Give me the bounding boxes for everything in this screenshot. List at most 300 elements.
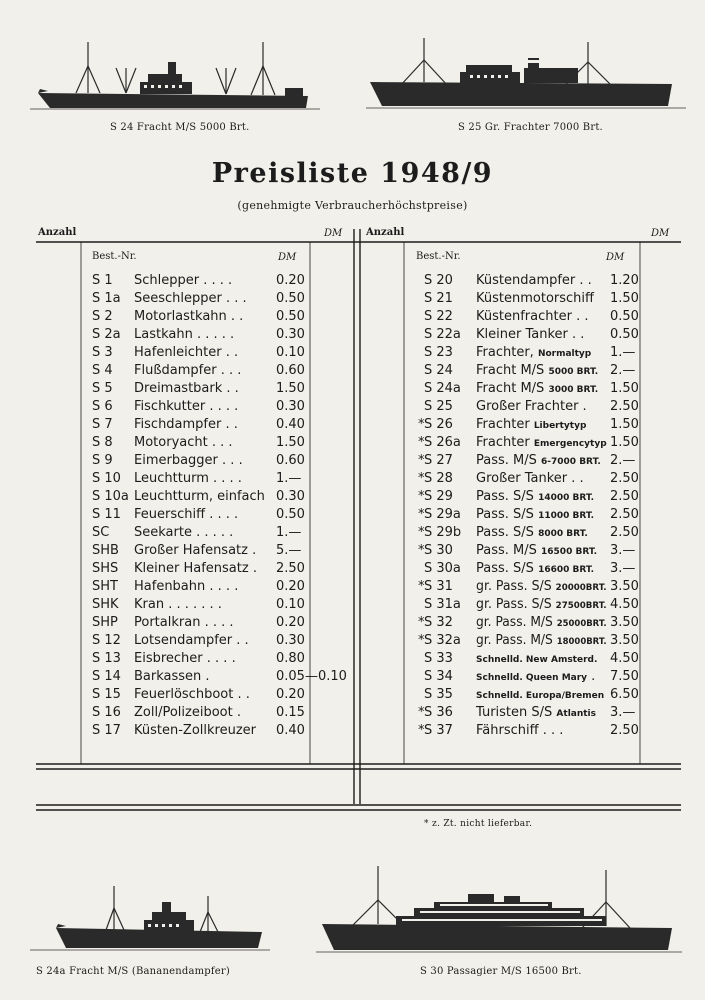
article-number: S 12	[92, 633, 121, 648]
article-name-text: Barkassen	[134, 669, 202, 684]
article-number: S 1	[92, 273, 113, 288]
article-price: 6.50	[610, 687, 639, 702]
price-row	[92, 650, 308, 668]
article-name-text: Motorlastkahn	[134, 309, 227, 324]
footnote: * z. Zt. nicht lieferbar.	[424, 819, 533, 829]
article-name-text: gr. Pass. S/S	[476, 597, 556, 612]
ship-caption-s24a: S 24a Fracht M/S (Bananendampfer)	[36, 966, 231, 977]
article-name	[134, 308, 243, 326]
price-row	[424, 326, 638, 344]
article-name-text: Feuerlöschboot	[134, 687, 234, 702]
article-name	[476, 380, 598, 399]
leader-dots: . . .	[207, 435, 233, 450]
article-name	[476, 686, 604, 705]
price-row	[92, 326, 308, 344]
article-name	[134, 632, 249, 650]
article-number: S 20	[424, 273, 453, 288]
not-available-marker: *	[418, 633, 425, 648]
price-row	[418, 542, 638, 560]
article-name-text: Fracht M/S	[476, 381, 549, 396]
article-name-text: Turisten S/S	[476, 705, 557, 720]
article-name-text: Fischkutter	[134, 399, 206, 414]
article-price: 0.80	[276, 651, 305, 666]
article-price: 1.—	[276, 471, 302, 486]
article-price: 0.15	[276, 705, 305, 720]
article-number: S 29a	[424, 507, 461, 522]
article-name-text: Leuchtturm	[134, 471, 209, 486]
price-row	[424, 596, 638, 614]
article-detail: 16500 BRT.	[541, 547, 598, 557]
article-name-text: Pass. S/S	[476, 561, 539, 576]
price-row	[92, 542, 308, 560]
article-number: S 17	[92, 723, 121, 738]
article-name-text: Großer Tanker	[476, 471, 568, 486]
article-number: SC	[92, 525, 110, 540]
article-detail: 16600 BRT.	[538, 565, 595, 575]
leader-dots: . .	[221, 345, 239, 360]
article-number: SHP	[92, 615, 118, 630]
price-row	[424, 398, 638, 416]
article-name	[476, 434, 607, 453]
article-name	[476, 668, 595, 687]
article-name	[134, 614, 234, 632]
article-name	[476, 308, 588, 327]
article-number: S 2a	[92, 327, 121, 342]
article-number: S 26	[424, 417, 453, 432]
article-number: S 14	[92, 669, 121, 684]
article-name-text: Schlepper	[134, 273, 200, 288]
not-available-marker: *	[418, 417, 425, 432]
article-number: S 2	[92, 309, 113, 324]
price-row	[92, 380, 308, 398]
article-number: S 36	[424, 705, 453, 720]
not-available-marker: *	[418, 543, 425, 558]
article-name	[134, 686, 250, 704]
article-number: S 8	[92, 435, 113, 450]
price-row	[424, 290, 638, 308]
article-name-text: Pass. M/S	[476, 453, 542, 468]
article-number: S 3	[92, 345, 113, 360]
article-name	[476, 542, 597, 561]
leader-dots: .	[578, 399, 587, 414]
article-price: 1.50	[610, 381, 639, 396]
article-name-text: Großer Frachter	[476, 399, 579, 414]
price-row	[92, 470, 308, 488]
article-price: 1.50	[276, 435, 305, 450]
article-name	[134, 704, 241, 722]
article-name-text: Pass. S/S	[476, 489, 539, 504]
article-name-text: Pass. M/S	[476, 543, 542, 558]
price-row	[424, 686, 638, 704]
article-number: S 11	[92, 507, 121, 522]
price-row	[418, 506, 639, 524]
price-row	[424, 308, 638, 326]
leader-dots: . .	[233, 687, 250, 702]
article-price: 0.20	[276, 615, 305, 630]
article-number: S 13	[92, 651, 121, 666]
article-name	[134, 272, 232, 290]
article-number: S 28	[424, 471, 453, 486]
article-name	[476, 614, 607, 633]
article-name	[134, 578, 238, 596]
article-number: S 30	[424, 543, 453, 558]
price-row	[92, 362, 308, 380]
leader-dots: . .	[575, 273, 592, 288]
article-price: 3.50	[610, 615, 639, 630]
article-number: S 16	[92, 705, 121, 720]
price-row	[92, 290, 308, 308]
article-price: 2.50	[276, 561, 305, 576]
not-available-marker: *	[418, 525, 425, 540]
article-name	[134, 380, 239, 398]
header-anzahl-right: Anzahl	[366, 227, 405, 238]
leader-dots: . .	[567, 327, 585, 342]
article-name	[476, 488, 594, 507]
article-name	[476, 704, 596, 723]
article-price: 4.50	[610, 597, 639, 612]
article-name	[476, 416, 586, 435]
article-name-text: Küstendampfer	[476, 273, 576, 288]
price-row	[418, 722, 639, 740]
not-available-marker: *	[418, 579, 425, 594]
price-row	[92, 398, 308, 416]
price-list-left	[92, 272, 347, 740]
article-number: S 15	[92, 687, 121, 702]
leader-dots: . . . .	[200, 615, 234, 630]
article-name	[476, 344, 591, 363]
article-detail: Normaltyp	[537, 349, 592, 359]
not-available-marker: *	[418, 507, 425, 522]
price-row	[92, 308, 308, 326]
article-number: S 31a	[424, 597, 461, 612]
header-anzahl-left: Anzahl	[38, 227, 77, 238]
article-price: 0.10	[276, 345, 305, 360]
not-available-marker: *	[418, 435, 425, 450]
price-row	[92, 578, 308, 596]
article-detail: 3000 BRT.	[548, 385, 599, 395]
article-price: 0.40	[276, 723, 305, 738]
leader-dots: . . . .	[202, 651, 236, 666]
article-name-text: Zoll/Polizeiboot	[134, 705, 233, 720]
page-subtitle: (genehmigte Verbraucherhöchstpreise)	[237, 199, 468, 212]
article-name	[476, 524, 588, 543]
price-row	[418, 704, 638, 722]
article-price: 2.50	[610, 525, 639, 540]
leader-dots: .	[248, 561, 257, 576]
price-row	[418, 488, 639, 506]
article-name-text: Frachter	[476, 435, 534, 450]
ship-s24a-illustration	[30, 880, 270, 956]
header-dm-col-left: DM	[278, 252, 297, 263]
leader-dots: . . . . . . .	[164, 597, 222, 612]
article-number: S 9	[92, 453, 113, 468]
article-name	[134, 434, 233, 452]
article-name-text: Fährschiff	[476, 723, 539, 738]
article-name-text: Eisbrecher	[134, 651, 203, 666]
price-row	[92, 704, 308, 722]
leader-dots: . . .	[216, 363, 242, 378]
price-row	[92, 560, 308, 578]
article-number: S 34	[424, 669, 453, 684]
article-number: SHS	[92, 561, 119, 576]
article-name	[134, 362, 241, 380]
article-price: 7.50	[610, 669, 639, 684]
article-number: S 10a	[92, 489, 129, 504]
article-name	[134, 560, 257, 578]
article-number: S 23	[424, 345, 453, 360]
article-price: 0.50	[276, 507, 305, 522]
article-price: 0.30	[276, 633, 305, 648]
not-available-marker: *	[418, 471, 425, 486]
price-row	[92, 596, 308, 614]
article-number: S 24a	[424, 381, 461, 396]
price-row	[418, 578, 639, 596]
ship-s30-illustration	[316, 862, 682, 958]
article-price: 0.30	[276, 327, 305, 342]
leader-dots: . . . . .	[192, 327, 235, 342]
not-available-marker: *	[418, 615, 425, 630]
price-row	[92, 524, 308, 542]
ship-caption-s24: S 24 Fracht M/S 5000 Brt.	[110, 122, 250, 133]
article-name	[476, 470, 584, 489]
price-row	[418, 632, 639, 650]
article-name-text: Seeschlepper	[134, 291, 222, 306]
article-number: S 29	[424, 489, 453, 504]
article-price: 0.20	[276, 579, 305, 594]
article-price: 3.—	[610, 543, 636, 558]
article-price: 2.50	[610, 489, 639, 504]
article-price: 0.50	[276, 291, 305, 306]
price-row	[92, 272, 308, 290]
article-price: 0.50	[610, 327, 639, 342]
leader-dots: . .	[567, 471, 584, 486]
article-name	[134, 452, 243, 470]
article-number: S 25	[424, 399, 453, 414]
article-detail: 11000 BRT.	[538, 511, 595, 521]
article-name-text: Dreimastbark	[134, 381, 223, 396]
article-price: 2.50	[610, 471, 639, 486]
article-number: S 31	[424, 579, 453, 594]
article-price: 1.50	[610, 435, 639, 450]
article-detail: Atlantis	[556, 709, 596, 719]
header-dm-right: DM	[651, 228, 670, 239]
article-name-text: Lotsendampfer	[134, 633, 233, 648]
price-row	[92, 722, 308, 740]
price-row	[418, 614, 639, 632]
leader-dots: .	[201, 669, 210, 684]
article-price: 3.50	[610, 633, 639, 648]
article-name-text: Seekarte	[134, 525, 192, 540]
article-price: 0.20	[276, 687, 305, 702]
article-price: 0.05—0.10	[276, 669, 347, 684]
article-price: 2.50	[610, 723, 639, 738]
article-number: S 30a	[424, 561, 461, 576]
article-name-text: Pass. S/S	[476, 525, 539, 540]
price-row	[424, 380, 638, 398]
article-number: S 32	[424, 615, 453, 630]
article-detail: Schnelld. New Amsterd.	[476, 655, 598, 665]
article-name	[134, 596, 222, 614]
article-number: S 35	[424, 687, 453, 702]
article-name	[134, 722, 256, 740]
price-row	[418, 416, 639, 434]
article-detail: Emergencytyp	[533, 439, 607, 449]
article-detail: Schnelld. Europa/Bremen	[476, 691, 605, 701]
article-price: 0.40	[276, 417, 305, 432]
leader-dots: . . . .	[208, 471, 242, 486]
article-price: 3.—	[610, 705, 636, 720]
price-row	[92, 686, 308, 704]
price-row	[424, 272, 638, 290]
article-name	[134, 398, 238, 416]
article-name	[476, 578, 607, 597]
article-name-text: Hafenbahn	[134, 579, 206, 594]
article-name-text: Frachter	[476, 417, 534, 432]
article-number: S 5	[92, 381, 113, 396]
article-name	[476, 506, 594, 525]
leader-dots: . . . .	[205, 399, 239, 414]
article-number: SHK	[92, 597, 119, 612]
page-title: Preisliste 1948/9	[211, 158, 494, 189]
article-name	[476, 596, 607, 615]
article-name	[476, 398, 587, 417]
article-name	[476, 650, 597, 669]
article-name	[476, 272, 592, 291]
article-price: 0.10	[276, 597, 305, 612]
article-name-text: Großer Hafensatz	[134, 543, 248, 558]
article-price: 1.50	[610, 291, 639, 306]
article-name-text: Flußdampfer	[134, 363, 217, 378]
article-number: S 4	[92, 363, 113, 378]
article-price: 5.—	[276, 543, 302, 558]
article-detail: 14000 BRT.	[538, 493, 595, 503]
article-name-text: Kran	[134, 597, 165, 612]
leader-dots: . . . .	[205, 507, 239, 522]
article-name	[134, 524, 233, 542]
leader-dots: . .	[571, 309, 589, 324]
article-detail: 8000 BRT.	[538, 529, 588, 539]
passenger-ship-icon	[316, 866, 682, 952]
article-name-text: Kleiner Tanker	[476, 327, 568, 342]
leader-dots: .	[232, 705, 241, 720]
price-row	[92, 614, 308, 632]
article-number: S 1a	[92, 291, 121, 306]
price-row	[92, 434, 308, 452]
article-name	[134, 506, 238, 524]
header-best-nr-right: Best.-Nr.	[416, 251, 461, 262]
article-number: S 24	[424, 363, 453, 378]
article-price: 1.50	[276, 381, 305, 396]
article-name	[134, 290, 247, 308]
leader-dots: . . .	[221, 291, 247, 306]
article-detail: 20000BRT.	[555, 583, 607, 593]
header-dm-left: DM	[324, 228, 343, 239]
leader-dots: .	[587, 669, 596, 684]
article-name-text: Pass. S/S	[476, 507, 539, 522]
leader-dots: . . . .	[199, 273, 233, 288]
article-price: 0.60	[276, 453, 305, 468]
article-number: S 22a	[424, 327, 461, 342]
price-row	[92, 632, 308, 650]
article-number: S 10	[92, 471, 121, 486]
article-name-text: gr. Pass. M/S	[476, 615, 557, 630]
article-detail: 27500BRT.	[555, 601, 607, 611]
article-number: S 26a	[424, 435, 461, 450]
article-number: S 37	[424, 723, 453, 738]
ship-caption-s30: S 30 Passagier M/S 16500 Brt.	[420, 966, 582, 977]
article-number: S 7	[92, 417, 113, 432]
article-name-text: Fracht M/S	[476, 363, 549, 378]
price-row	[92, 452, 308, 470]
article-price: 1.—	[276, 525, 302, 540]
banana-freighter-icon	[30, 886, 270, 950]
leader-dots: . . . .	[205, 579, 239, 594]
article-detail: 5000 BRT.	[548, 367, 599, 377]
article-detail: Libertytyp	[533, 421, 587, 431]
price-row	[424, 668, 638, 686]
article-number: S 29b	[424, 525, 462, 540]
article-name	[476, 362, 598, 381]
article-name-text: Frachter,	[476, 345, 538, 360]
article-name	[134, 326, 234, 344]
article-name-text: Lastkahn	[134, 327, 193, 342]
price-row	[92, 416, 308, 434]
leader-dots: . . .	[217, 453, 243, 468]
price-row	[92, 506, 308, 524]
article-detail: 25000BRT.	[556, 619, 607, 629]
article-name	[134, 416, 238, 434]
header-best-nr-left: Best.-Nr.	[92, 251, 137, 262]
leader-dots: . .	[222, 381, 239, 396]
article-name-text: Feuerschiff	[134, 507, 206, 522]
ship-caption-s25: S 25 Gr. Frachter 7000 Brt.	[458, 122, 603, 133]
article-number: SHB	[92, 543, 119, 558]
article-detail: Schnelld. Queen Mary	[476, 673, 588, 683]
article-name-text: Eimerbagger	[134, 453, 218, 468]
article-price: 0.30	[276, 399, 305, 414]
article-name	[134, 344, 238, 362]
article-number: S 27	[424, 453, 453, 468]
article-name	[476, 632, 607, 651]
article-name	[134, 668, 210, 686]
price-row	[424, 650, 638, 668]
price-row	[92, 344, 308, 362]
article-name-text: Leuchtturm, einfach	[134, 489, 265, 504]
article-number: S 21	[424, 291, 453, 306]
article-price: 0.30	[276, 489, 305, 504]
leader-dots: . . . . .	[191, 525, 234, 540]
article-price: 4.50	[610, 651, 639, 666]
article-price: 1.20	[610, 273, 639, 288]
article-price: 2.50	[610, 399, 639, 414]
article-number: SHT	[92, 579, 118, 594]
article-name-text: Hafenleichter	[134, 345, 222, 360]
article-name-text: Fischdampfer	[134, 417, 222, 432]
not-available-marker: *	[418, 489, 425, 504]
article-price: 0.50	[610, 309, 639, 324]
article-price: 1.50	[610, 417, 639, 432]
article-name-text: gr. Pass. S/S	[476, 579, 556, 594]
article-number: S 33	[424, 651, 453, 666]
article-price: 0.60	[276, 363, 305, 378]
article-name-text: Küsten-Zollkreuzer	[134, 723, 256, 738]
price-row	[418, 434, 639, 452]
article-price: 1.—	[610, 345, 636, 360]
article-name	[476, 722, 563, 741]
article-price: 0.20	[276, 273, 305, 288]
article-name	[476, 326, 584, 345]
article-number: S 32a	[424, 633, 461, 648]
